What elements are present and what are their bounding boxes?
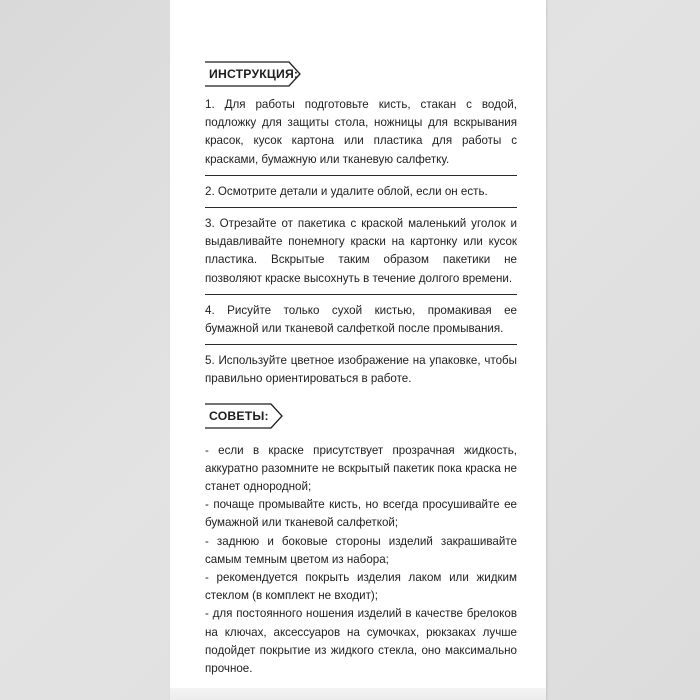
divider [205,207,517,208]
instructions-title: ИНСТРУКЦИЯ: [209,67,299,81]
instruction-step-5: 5. Используйте цветное изображение на упаковке, чтобы правильно ориентироваться в работе. [205,354,517,386]
advice-item-5: - для постоянного ношения изделий в качестве брелоков на ключах, аксессуаров на сумочках, рюкзаках лучше подойдет покрытие из жидкого стекла, оно максимально прочное. [205,607,517,676]
instruction-step-1: 1. Для работы подготовьте кисть, стакан с водой, подложку для защиты стола, ножницы для вскрывания красок, кусок картона или пластика для работы с красками, бумажную или тканевую салфетку. [205,98,517,166]
divider [205,294,517,295]
advice-item-2: - почаще промывайте кисть, но всегда просушивайте ее бумажной или тканевой салфеткой; [205,498,517,530]
advice-item-3: - заднюю и боковые стороны изделий закрашивайте самым темным цветом из набора; [205,534,517,566]
instruction-step-2: 2. Осмотрите детали и удалите облой, если он есть. [205,184,488,198]
divider [205,344,517,345]
advice-item-1: - если в краске присутствует прозрачная жидкость, аккуратно разомните не вскрытый пакетик пока краска не станет однородной; [205,443,517,494]
advice-item-4: - рекомендуется покрыть изделия лаком или жидким стеклом (в комплект не входит); [205,571,517,603]
advices-heading [205,404,291,428]
sheet-fold [170,688,546,700]
instructions-heading [205,62,320,86]
advices-title: СОВЕТЫ: [209,408,269,423]
instruction-step-4: 4. Рисуйте только сухой кистью, промакивая ее бумажной или тканевой салфеткой после промывания. [205,303,517,336]
divider [205,175,517,176]
instruction-step-3: 3. Отрезайте от пакетика с краской маленький уголок и выдавливайте понемногу краски на картонку или кусок пластика. Вскрытые таким образом пакетики не позволяют краске высохнуть в течение долгого времени. [205,217,517,285]
advices-section [205,404,517,679]
sheet-content [205,62,517,678]
